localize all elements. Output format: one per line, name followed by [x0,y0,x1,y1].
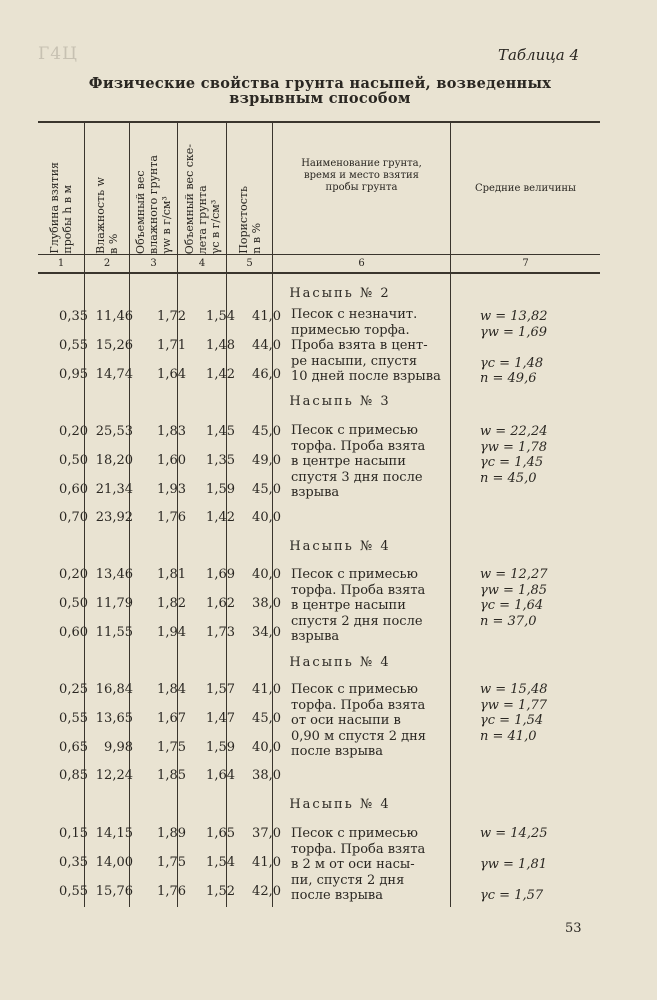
table-cell: 45,0 [252,711,281,726]
table-cell: 0,65 [59,740,88,755]
table-cell: 18,20 [95,453,133,468]
table-cell: 14,74 [95,367,133,382]
table-cell: 44,0 [252,338,281,353]
average-value: γw = 1,69 [480,324,547,340]
table-cell: 1,72 [157,309,186,324]
table-cell: 16,84 [95,682,133,697]
average-value: w = 13,82 [480,309,548,324]
table-cell: 1,89 [157,826,186,841]
table-cell: 0,60 [59,482,88,497]
colnum-6: 6 [358,258,365,269]
table-cell: 1,52 [206,884,235,899]
table-cell: 1,73 [206,625,235,640]
average-value: w = 15,48 [480,682,548,697]
section-title: Насыпь № 4 [289,539,391,554]
table-cell: 1,84 [157,682,186,697]
soil-description: Песок с примесью торфа. Проба взята в центре насыпи спустя 3 дня после взрыва [291,423,426,501]
average-value: n = 45,0 [480,470,537,486]
section-title: Насыпь № 4 [289,655,391,670]
section-title: Насыпь № 2 [289,286,391,301]
table-cell: 40,0 [252,740,281,755]
table-title: Физические свойства грунта насыпей, возведенных взрывным способом [88,75,552,107]
table-cell: 1,54 [206,309,235,324]
average-value: γc = 1,48 [480,355,544,371]
table-cell: 46,0 [252,367,281,382]
table-cell: 1,71 [157,338,186,353]
colnum-4: 4 [198,258,206,269]
header-moisture: Влажность w в % [94,177,120,254]
table-cell: 1,75 [157,740,186,755]
table-cell: 0,50 [59,453,88,468]
table-cell: 25,53 [95,424,133,439]
table-cell: 1,65 [206,826,235,841]
table-label: Таблица 4 [497,46,579,64]
table-cell: 1,42 [206,510,235,525]
table-cell: 0,20 [59,567,88,582]
colnum-3: 3 [150,258,157,269]
table-cell: 1,57 [206,682,235,697]
table-cell: 11,55 [95,625,133,640]
table-cell: 0,55 [59,711,88,726]
soil-description: Песок с примесью торфа. Проба взята в центре насыпи спустя 2 дня после взрыва [291,567,426,645]
average-value: w = 22,24 [480,424,548,439]
table-cell: 42,0 [252,884,281,899]
table-cell: 15,76 [95,884,133,899]
header-dry-density: Объемный вес ске- лета грунта γc в г/см³ [182,143,222,254]
table-cell: 11,46 [95,309,133,324]
table-cell: 1,85 [157,768,186,783]
table-cell: 0,15 [59,826,88,841]
average-value: γw = 1,81 [480,857,547,872]
table-cell: 0,55 [59,884,88,899]
table-cell: 37,0 [252,826,281,841]
page-number: 53 [565,921,582,936]
table-cell: 11,79 [95,596,133,611]
header-depth: Глубина взятия пробы h в м [48,162,74,254]
rule-header-bottom [38,254,600,255]
header-wet-density: Объемный вес влажного грунта γw в г/см³ [134,155,173,254]
section-title: Насыпь № 4 [289,797,391,812]
table-cell: 1,69 [206,567,235,582]
table-cell: 0,70 [59,510,88,525]
table-cell: 0,95 [59,367,88,382]
table-cell: 1,67 [157,711,186,726]
table-cell: 21,34 [95,482,133,497]
table-cell: 1,59 [206,740,235,755]
table-cell: 14,00 [95,855,133,870]
soil-description: Песок с примесью торфа. Проба взята от оси насыпи в 0,90 м спустя 2 дня после взрыва [291,682,426,760]
header-averages: Средние величины [474,183,577,194]
table-cell: 1,42 [206,367,235,382]
table-cell: 1,62 [206,596,235,611]
table-cell: 1,60 [157,453,186,468]
table-cell: 49,0 [252,453,281,468]
corner-mark: Г4Ц [38,44,78,64]
soil-description: Песок с незначит. примесью торфа. Проба взята в цент- ре насыпи, спустя 10 дней после взрыва [291,307,441,385]
rule-colnum-bottom [38,272,600,274]
table-cell: 1,76 [157,510,186,525]
table-cell: 1,54 [206,855,235,870]
average-value: γw = 1,85 [480,582,547,598]
table-cell: 45,0 [252,424,281,439]
average-value: n = 49,6 [480,371,537,386]
average-value: γw = 1,77 [480,697,547,713]
table-cell: 40,0 [252,567,281,582]
table-cell: 1,59 [206,482,235,497]
table-cell: 13,46 [95,567,133,582]
average-value: n = 37,0 [480,613,537,629]
table-cell: 1,94 [157,625,186,640]
table-cell: 1,64 [157,367,186,382]
colnum-5: 5 [246,258,253,269]
table-cell: 0,85 [59,768,88,783]
table-cell: 45,0 [252,482,281,497]
table-cell: 23,92 [95,510,133,525]
average-value: γc = 1,54 [480,713,544,728]
col-line-6 [450,122,451,907]
table-cell: 41,0 [252,682,281,697]
table-cell: 15,26 [95,338,133,353]
table-cell: 1,64 [206,768,235,783]
table-cell: 1,83 [157,424,186,439]
table-cell: 0,50 [59,596,88,611]
table-cell: 1,48 [206,338,235,353]
table-cell: 41,0 [252,855,281,870]
table-cell: 1,75 [157,855,186,870]
table-cell: 9,98 [104,740,133,755]
average-value: n = 41,0 [480,728,537,744]
table-cell: 13,65 [95,711,133,726]
colnum-2: 2 [103,258,111,269]
table-cell: 41,0 [252,309,281,324]
soil-description: Песок с примесью торфа. Проба взята в 2 м от оси насы- пи, спустя 2 дня после взрыва [291,826,426,904]
table-cell: 38,0 [252,768,281,783]
header-porosity: Пористость n в % [236,186,263,254]
average-value: w = 12,27 [480,567,548,582]
colnum-1: 1 [57,258,65,269]
header-description: Наименование грунта, время и место взятия пробы грунта [301,158,422,193]
table-cell: 0,35 [59,309,88,324]
table-cell: 34,0 [252,625,281,640]
table-cell: 40,0 [252,510,281,525]
table-cell: 0,55 [59,338,88,353]
average-value: γc = 1,57 [480,888,544,903]
table-cell: 1,81 [157,567,186,582]
table-cell: 38,0 [252,596,281,611]
table-cell: 1,45 [206,424,235,439]
table-cell: 1,35 [206,453,235,468]
table-cell: 1,47 [206,711,235,726]
table-cell: 14,15 [95,826,133,841]
table-cell: 1,76 [157,884,186,899]
average-value: γc = 1,45 [480,455,544,470]
average-value: w = 14,25 [480,826,548,841]
average-value: γw = 1,78 [480,439,547,455]
section-title: Насыпь № 3 [289,394,391,409]
table-cell: 0,60 [59,625,88,640]
table-cell: 0,35 [59,855,88,870]
table-cell: 12,24 [95,768,133,783]
colnum-7: 7 [522,258,529,269]
average-value: γc = 1,64 [480,598,544,613]
table-cell: 1,82 [157,596,186,611]
table-cell: 0,20 [59,424,88,439]
table-cell: 1,93 [157,482,186,497]
table-cell: 0,25 [59,682,88,697]
